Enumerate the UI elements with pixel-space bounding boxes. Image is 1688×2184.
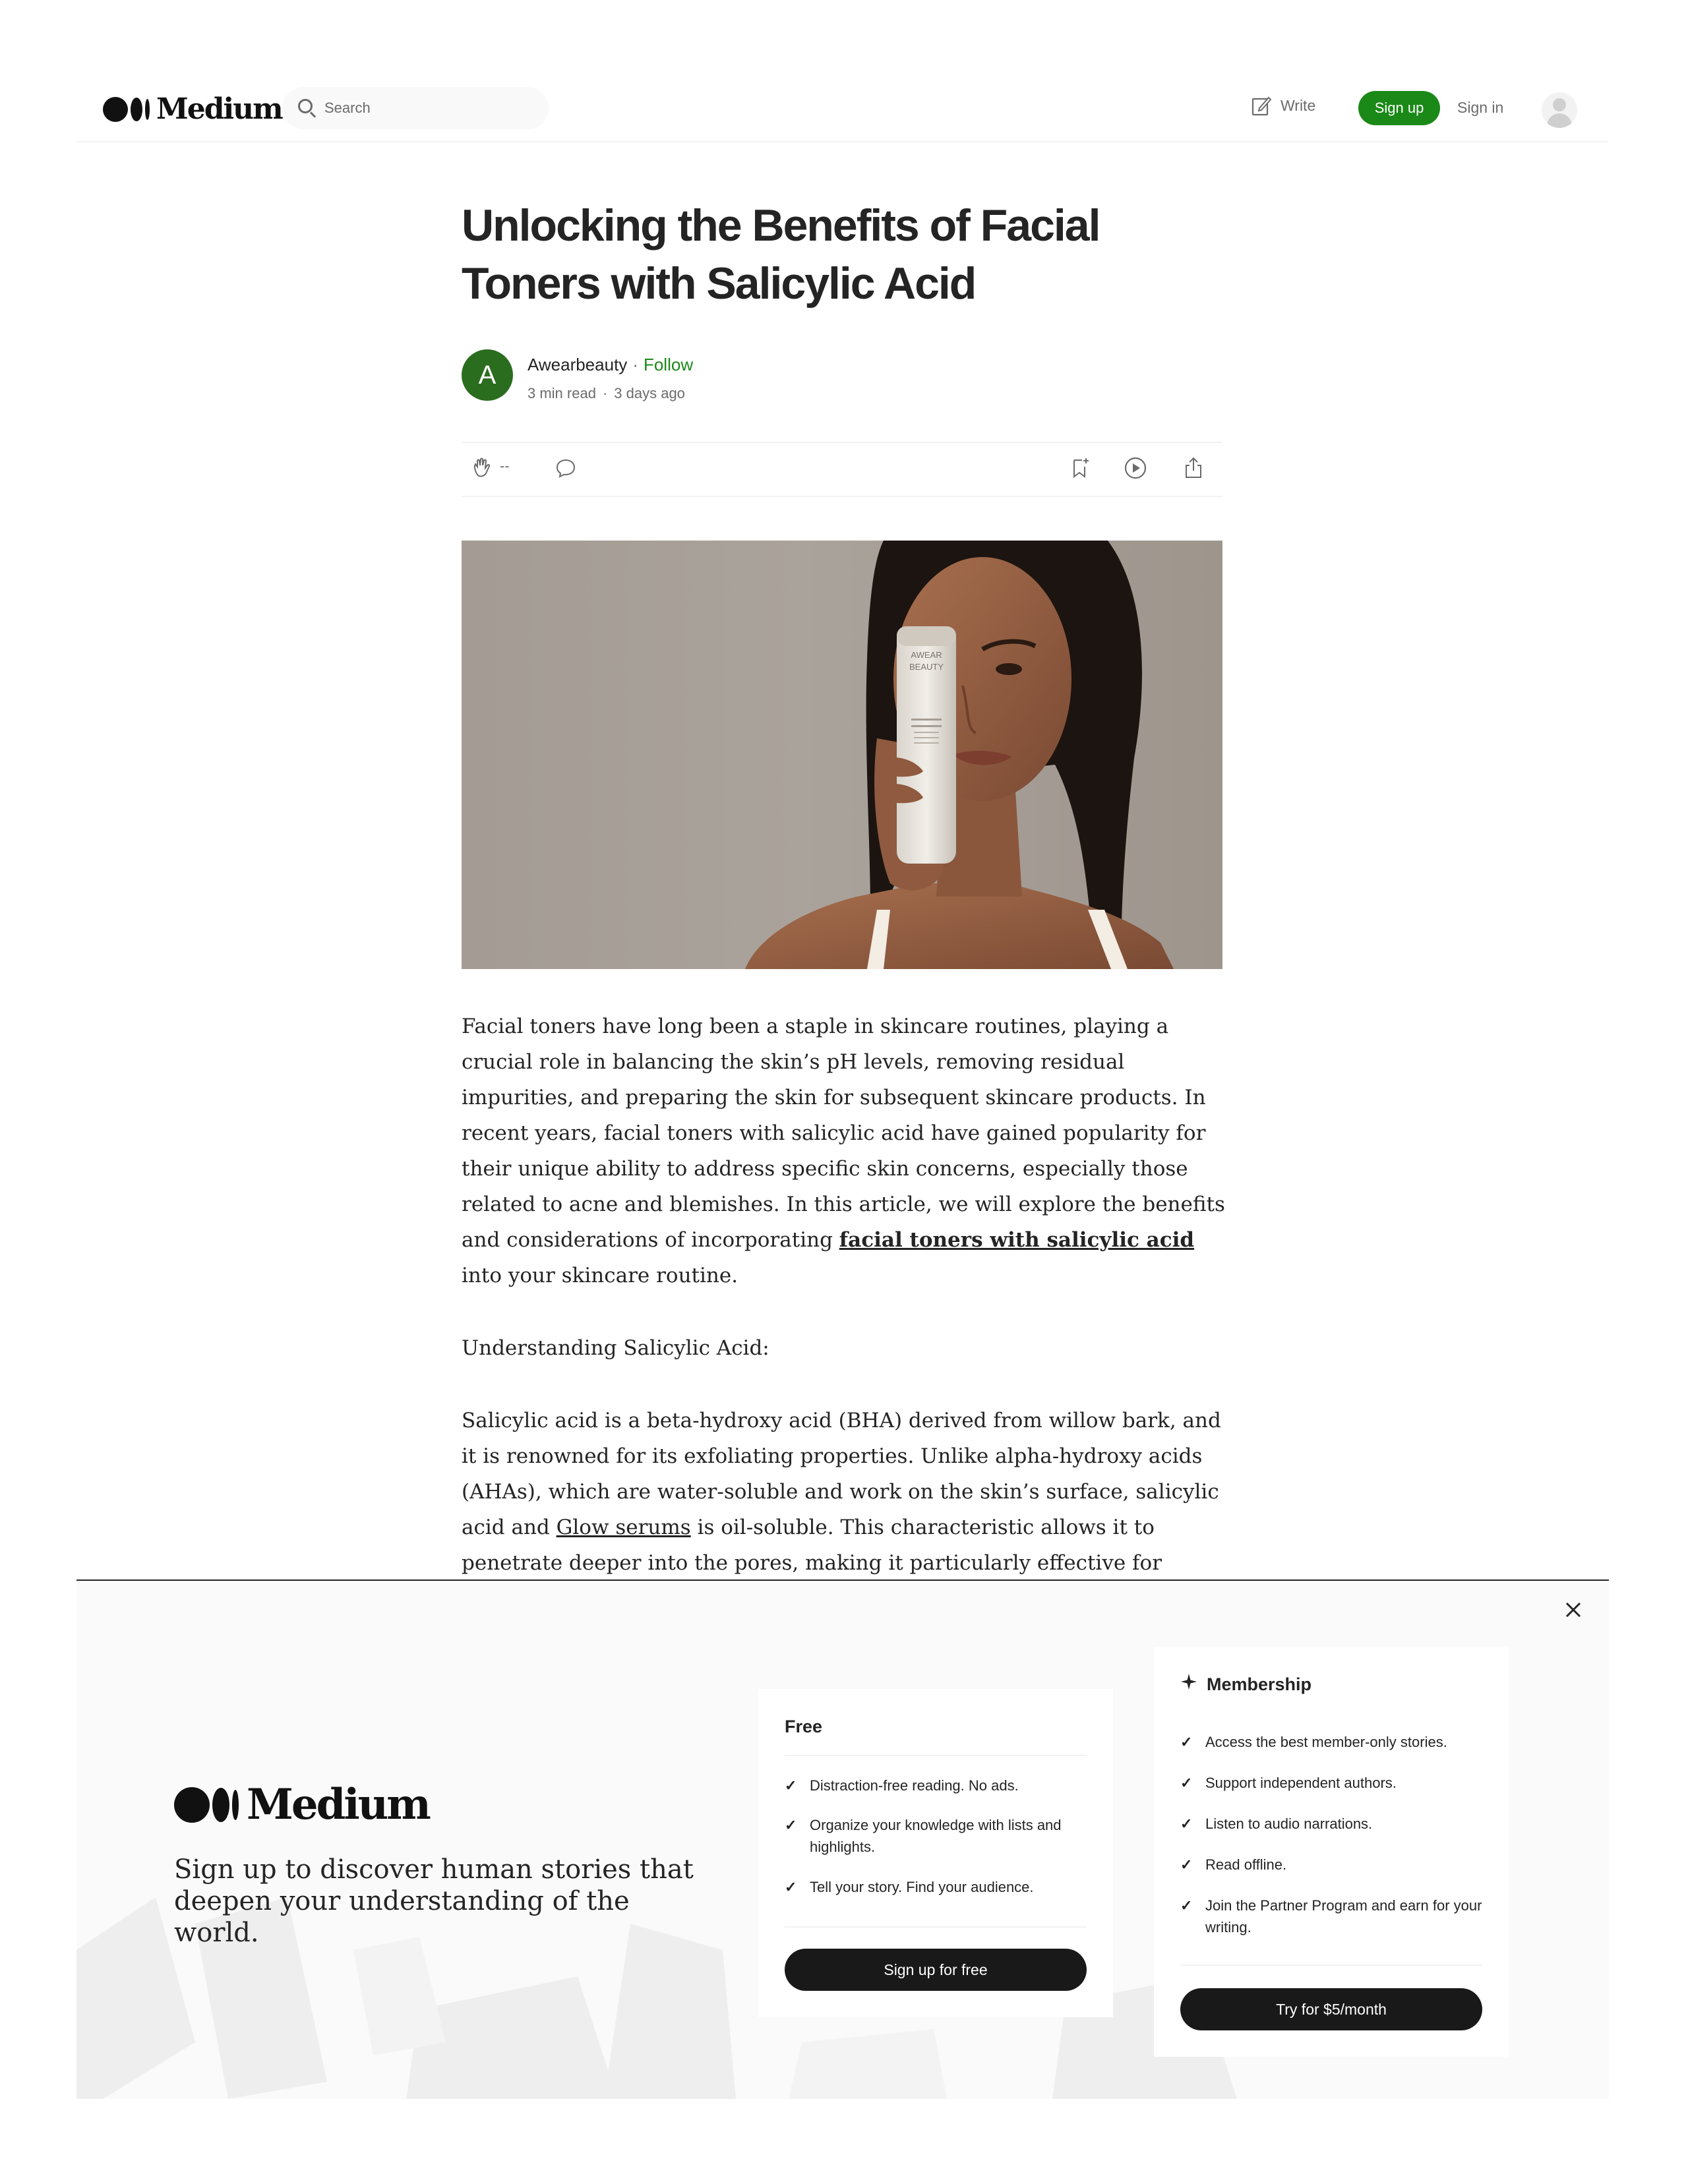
- write-label: Write: [1281, 96, 1316, 114]
- check-icon: ✓: [785, 1777, 797, 1794]
- check-icon: ✓: [1180, 1856, 1193, 1873]
- woman-holding-toner-illustration: [462, 541, 1222, 969]
- check-icon: ✓: [1180, 1775, 1193, 1791]
- sparkle-icon: [1180, 1673, 1197, 1690]
- medium-logo[interactable]: [103, 92, 282, 126]
- author-avatar[interactable]: A: [462, 349, 513, 401]
- membership-plan-card: [1154, 1647, 1509, 2057]
- membership-feature-item: ✓ Support independent authors.: [1180, 1772, 1484, 1794]
- article-body: [462, 1009, 1226, 1618]
- share-icon[interactable]: [1180, 455, 1207, 481]
- divider: [785, 1755, 1087, 1756]
- search-box[interactable]: [282, 87, 549, 129]
- free-plan-card: [758, 1689, 1113, 2017]
- check-icon: ✓: [1180, 1815, 1193, 1832]
- signup-free-button[interactable]: Sign up for free: [785, 1949, 1087, 1991]
- author-line: Awearbeauty · Follow: [528, 355, 694, 374]
- medium-logo-wordmark: Medium: [247, 1780, 429, 1829]
- check-icon: ✓: [785, 1817, 797, 1833]
- membership-feature-item: ✓ Access the best member-only stories.: [1180, 1731, 1484, 1753]
- signup-medium-logo: [174, 1780, 429, 1829]
- section-heading: Understanding Salicylic Acid:: [462, 1336, 769, 1360]
- comment-icon[interactable]: [553, 455, 579, 481]
- free-plan-title: Free: [785, 1717, 823, 1736]
- signup-tagline: Sign up to discover human stories that deepen your understanding of the world.: [174, 1854, 694, 1948]
- check-icon: ✓: [1180, 1897, 1193, 1914]
- medium-logo-wordmark: Medium: [156, 92, 282, 126]
- medium-logo-icon: [174, 1787, 239, 1823]
- membership-feature-item: ✓ Read offline.: [1180, 1854, 1484, 1875]
- check-icon: ✓: [785, 1879, 797, 1895]
- divider: [785, 1926, 1087, 1928]
- read-time: 3 min read: [528, 385, 596, 401]
- article-hero-image: [462, 541, 1222, 969]
- article-paragraph: Salicylic acid is a beta-hydroxy acid (BHA) derived from willow bark, and it is renowned for its exfoliating properties. Unlike alpha-hydroxy acids (AHAs), which are water-soluble and work on the skin’s surface, salicylic acid and Glow serums is oil-soluble. This characteristic allows it to penetrate deeper into the pores, making it particularly effective for: [462, 1409, 1221, 1575]
- published-date: 3 days ago: [614, 385, 685, 401]
- top-navigation-bar: [76, 78, 1609, 142]
- article-meta: 3 min read · 3 days ago: [528, 385, 685, 401]
- free-feature-item: ✓ Tell your story. Find your audience.: [785, 1876, 1088, 1898]
- signup-button[interactable]: Sign up: [1358, 91, 1440, 125]
- play-icon[interactable]: [1122, 455, 1149, 481]
- bottle-label-brand-2: BEAUTY: [909, 662, 944, 672]
- glow-serums-link[interactable]: Glow serums: [556, 1516, 691, 1539]
- article-action-bar: [462, 442, 1222, 497]
- medium-logo-icon: [103, 97, 150, 122]
- close-icon[interactable]: [1559, 1595, 1588, 1624]
- membership-plan-title: Membership: [1207, 1674, 1312, 1694]
- membership-feature-item: ✓ Join the Partner Program and earn for your writing.: [1180, 1895, 1484, 1938]
- try-membership-button[interactable]: Try for $5/month: [1180, 1988, 1482, 2030]
- write-button[interactable]: [1251, 95, 1315, 116]
- article-title: Unlocking the Benefits of Facial Toners with Salicylic Acid: [462, 200, 1100, 309]
- clap-icon[interactable]: [469, 455, 496, 481]
- signup-modal: [76, 1579, 1609, 2099]
- membership-feature-item: ✓ Listen to audio narrations.: [1180, 1813, 1484, 1835]
- clap-count: --: [500, 457, 510, 474]
- free-feature-item: ✓ Organize your knowledge with lists and highlights.: [785, 1814, 1088, 1858]
- author-name[interactable]: Awearbeauty: [528, 355, 628, 374]
- free-feature-item: ✓ Distraction-free reading. No ads.: [785, 1775, 1088, 1796]
- search-input[interactable]: [324, 87, 535, 129]
- user-avatar-icon[interactable]: [1542, 92, 1577, 128]
- bookmark-icon[interactable]: [1067, 455, 1093, 481]
- follow-button[interactable]: Follow: [643, 355, 694, 374]
- check-icon: ✓: [1180, 1734, 1193, 1750]
- bottle-label-brand: AWEAR: [911, 650, 942, 660]
- article-paragraph: Facial toners have long been a staple in skincare routines, playing a crucial role in balancing the skin’s pH levels, removing residual impurities, and preparing the skin for subsequent skincare products. In recent years, facial toners with salicylic acid have gained popularity for their unique ability to address specific skin concerns, especially those related to acne and blemishes. In this article, we will explore the benefits and considerations of incorporating facial toners with salicylic acid into your skincare routine.: [462, 1015, 1225, 1287]
- search-icon: [298, 99, 313, 113]
- write-icon: [1251, 95, 1271, 116]
- facial-toners-link[interactable]: facial toners with salicylic acid: [839, 1228, 1195, 1252]
- divider: [1180, 1964, 1482, 1966]
- signin-link[interactable]: Sign in: [1457, 99, 1504, 116]
